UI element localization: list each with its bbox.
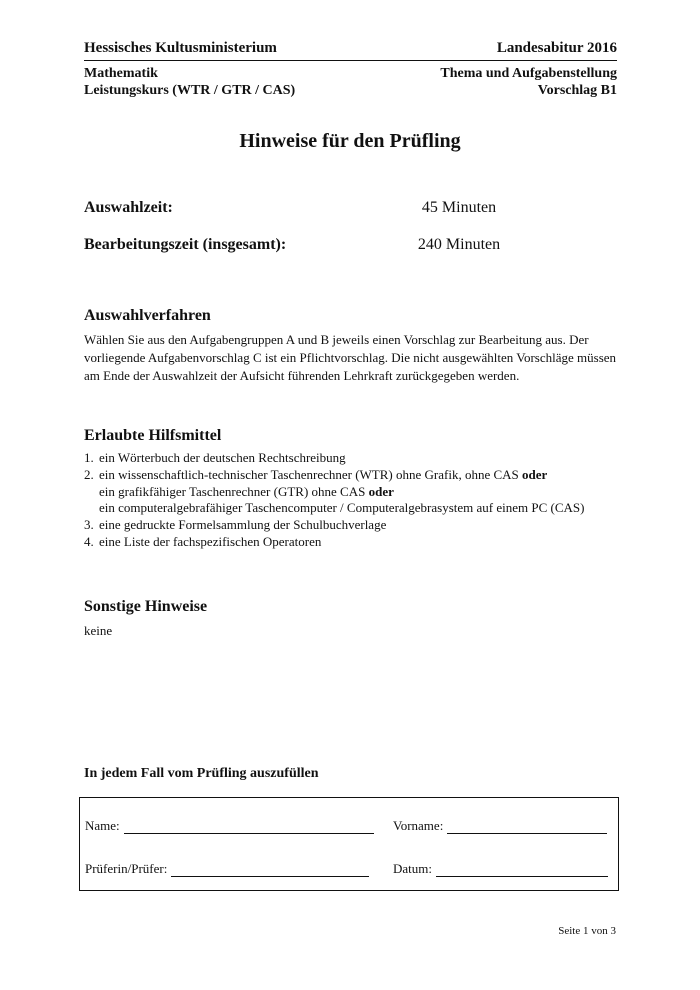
list-item	[84, 467, 624, 517]
aid-item-2-line-1: ein wissenschaftlich-technischer Taschenrechner (WTR) ohne Grafik, ohne CAS oder	[99, 466, 548, 482]
aid-item-2-line-2: ein grafikfähiger Taschenrechner (GTR) ohne CAS oder	[99, 483, 394, 499]
course-name: Leistungskurs (WTR / GTR / CAS)	[84, 83, 296, 98]
exam-name: Landesabitur 2016	[496, 40, 617, 56]
or-word: oder	[522, 466, 548, 482]
name-field[interactable]	[85, 818, 374, 834]
date-label: Datum:	[393, 861, 432, 876]
candidate-form-box	[79, 797, 619, 891]
aid-item-1: ein Wörterbuch der deutschen Rechtschreibung	[99, 450, 346, 465]
list-item	[84, 534, 624, 551]
date-field[interactable]	[393, 861, 608, 877]
other-text: keine	[84, 623, 113, 638]
list-number: 3.	[84, 517, 94, 533]
page-title: Hinweise für den Prüfling	[239, 130, 461, 152]
list-item	[84, 517, 624, 534]
other-heading: Sonstige Hinweise	[84, 598, 208, 615]
list-number: 4.	[84, 533, 94, 549]
header-right	[440, 65, 617, 99]
aid-item-3: eine gedruckte Formelsammlung der Schulbuchverlage	[99, 517, 387, 533]
aids-list	[84, 450, 624, 551]
topic-label: Thema und Aufgabenstellung	[440, 66, 617, 81]
name-label: Name:	[85, 818, 120, 833]
header-left	[84, 65, 295, 99]
page-number: Seite 1 von 3	[558, 925, 616, 937]
form-heading: In jedem Fall vom Prüfling auszufüllen	[84, 766, 319, 781]
list-number: 2.	[84, 466, 94, 482]
examiner-label: Prüferin/Prüfer:	[85, 861, 168, 876]
name-line[interactable]	[124, 819, 374, 834]
date-line[interactable]	[436, 862, 608, 877]
aid-item-2-line-3: ein computeralgebrafähiger Taschencomputer / Computeralgebrasystem auf einem PC (CAS)	[99, 500, 585, 516]
header-top-row	[84, 40, 617, 61]
firstname-line[interactable]	[447, 819, 607, 834]
examiner-line[interactable]	[171, 862, 369, 877]
firstname-label: Vorname:	[393, 818, 444, 833]
selection-time-label: Auswahlzeit:	[84, 199, 173, 216]
selection-heading: Auswahlverfahren	[84, 307, 211, 324]
or-word: oder	[368, 483, 394, 499]
selection-text: Wählen Sie aus den Aufgabengruppen A und B jeweils einen Vorschlag zur Bearbeitung aus. Der vorliegende Aufgabenvorschlag C ist ein Pflichtvorschlag. Die nicht ausgewählten Vorschläge müssen am Ende der Auswahlzeit der Aufsicht führenden Lehrkraft zurückgegeben werden.	[84, 332, 617, 383]
firstname-field[interactable]	[393, 818, 607, 834]
proposal-label: Vorschlag B1	[537, 83, 617, 98]
work-time-value: 240 Minuten	[417, 236, 501, 253]
ministry-name: Hessisches Kultusministerium	[84, 40, 277, 56]
examiner-field[interactable]	[85, 861, 369, 877]
list-item	[84, 450, 624, 467]
subject-name: Mathematik	[84, 66, 158, 81]
aids-heading: Erlaubte Hilfsmittel	[84, 427, 222, 444]
work-time-label: Bearbeitungszeit (insgesamt):	[84, 236, 287, 253]
aid-item-4: eine Liste der fachspezifischen Operatoren	[99, 533, 322, 549]
header-sub-row	[84, 65, 617, 99]
selection-time-value: 45 Minuten	[421, 199, 497, 216]
list-number: 1.	[84, 450, 94, 465]
